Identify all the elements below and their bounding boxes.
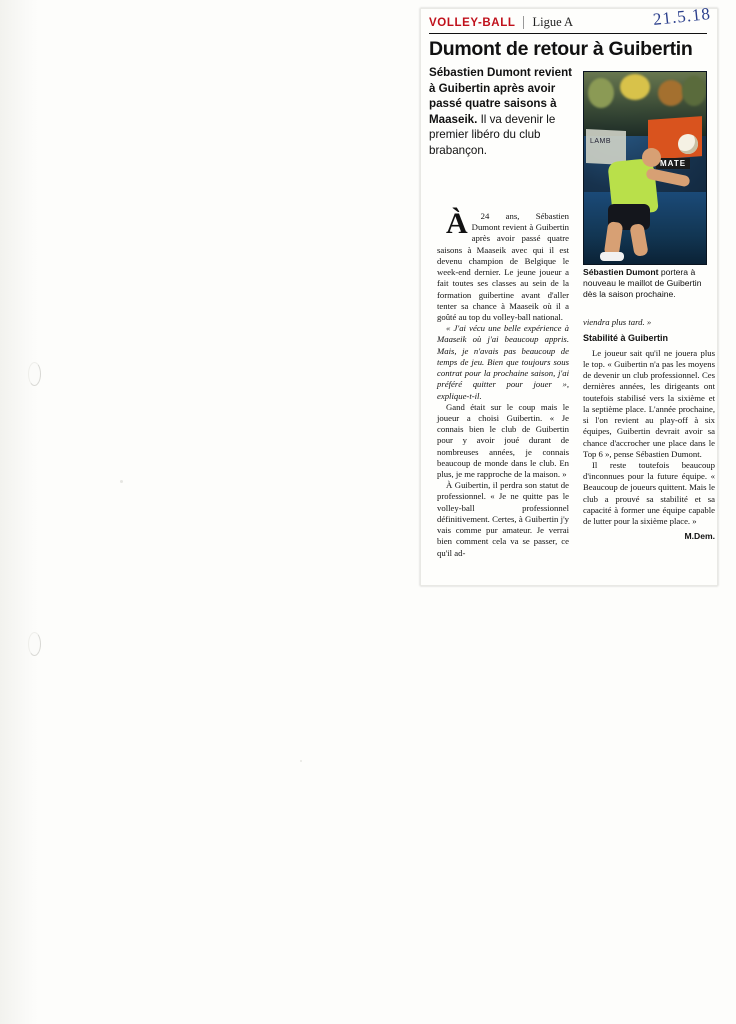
photo-spectator-blob <box>588 78 614 108</box>
body-paragraph-text: 24 ans, Sébastien Dumont revient à Guibertin après avoir passé quatre saisons à Maaseik avec qui il est devenu champion de Belgique le week-end dernier. Le jeune joueur a fait toutes ses classes au sein de la formation guibertine avant d'aller tenter sa chance à Maaseik où il a goûté au top du volley-ball national. <box>437 211 569 322</box>
body-paragraph: « J'ai vécu une belle expérience à Maaseik où j'ai beaucoup appris. Mais, je n'avais pas beaucoup de temps de jeu. Bien que toujours sous contrat pour la prochaine saison, j'ai préféré quitter pour jouer », explique-t-il. <box>437 323 569 401</box>
clipping-content <box>429 4 715 558</box>
handwritten-date-annotation: 21.5.18 <box>652 4 712 29</box>
article-body <box>437 207 715 583</box>
newspaper-clipping <box>420 4 718 586</box>
kicker-row <box>429 4 712 34</box>
photo-spectator-blob <box>620 74 650 100</box>
section-kicker: VOLLEY-BALL <box>429 16 516 29</box>
article-headline: Dumont de retour à Guibertin <box>429 38 693 60</box>
punch-hole <box>28 362 41 386</box>
photo-caption-name: Sébastien Dumont <box>583 267 659 277</box>
article-column-left <box>437 207 569 559</box>
punch-hole <box>28 632 41 656</box>
photo-banner-text: MATE <box>656 158 690 169</box>
scan-speckle <box>300 760 302 762</box>
page-edge-shading <box>0 0 38 1024</box>
article-lead <box>429 65 581 157</box>
lead-light-text: Il va devenir le premier libéro du club brabançon. <box>429 112 556 157</box>
photo-caption-text: portera à nouveau le maillot de Guibertin dès la saison prochaine. <box>583 267 702 300</box>
body-paragraph: Le joueur sait qu'il ne jouera plus le top. « Guibertin n'a pas les moyens de devenir un club professionnel. Ces dernières années, les dirigeants ont toutefois stabilisé vers la sixième et la septième place. L'année prochaine, si l'on revient au play-off à six équipes, Guibertin devrait avoir sa chance d'accrocher une place dans le Top 6 », pense Sébastien Dumont. <box>583 347 715 459</box>
photo-volleyball <box>678 134 698 154</box>
photo-advert-text: LAMB <box>590 138 612 145</box>
photo-player-head <box>642 148 661 167</box>
body-paragraph: Gand était sur le coup mais le joueur a choisi Guibertin. « Je connais bien le club de Guibertin pour y avoir joué durant de nombreuses années, je connais beaucoup de monde dans le club. En plus, je me rapproche de la maison. » <box>437 401 569 480</box>
kicker-divider <box>523 16 524 29</box>
body-paragraph: À Guibertin, il perdra son statut de professionnel. « Je ne quitte pas le volley-ball professionnel définitivement. Certes, à Guibertin j'y vais comme pur amateur. Je verrai bien comment cela va se passer, ce qu'il ad- <box>437 480 569 558</box>
drop-cap: À <box>446 207 468 240</box>
body-paragraph <box>437 207 569 323</box>
body-paragraph-continuation: viendra plus tard. » <box>583 317 652 327</box>
body-paragraph: Il reste toutefois beaucoup d'inconnues pour la future équipe. « Beaucoup de joueurs quittent. Mais le club a prouvé sa stabilité et sa capacité à former une équipe capable de lutter pour la sixième place. » <box>583 460 715 527</box>
article-byline: M.Dem. <box>684 531 715 542</box>
scan-speckle <box>120 480 123 483</box>
article-subhead: Stabilité à Guibertin <box>583 333 669 344</box>
photo-advert-board <box>586 129 626 165</box>
lead-bold-text: Sébastien Dumont revient à Guibertin après avoir passé quatre saisons à Maaseik. <box>429 66 573 126</box>
photo-spectator-blob <box>682 76 706 106</box>
article-column-right <box>583 317 715 542</box>
league-label: Ligue A <box>532 15 574 29</box>
photo-spectator-blob <box>658 80 684 106</box>
